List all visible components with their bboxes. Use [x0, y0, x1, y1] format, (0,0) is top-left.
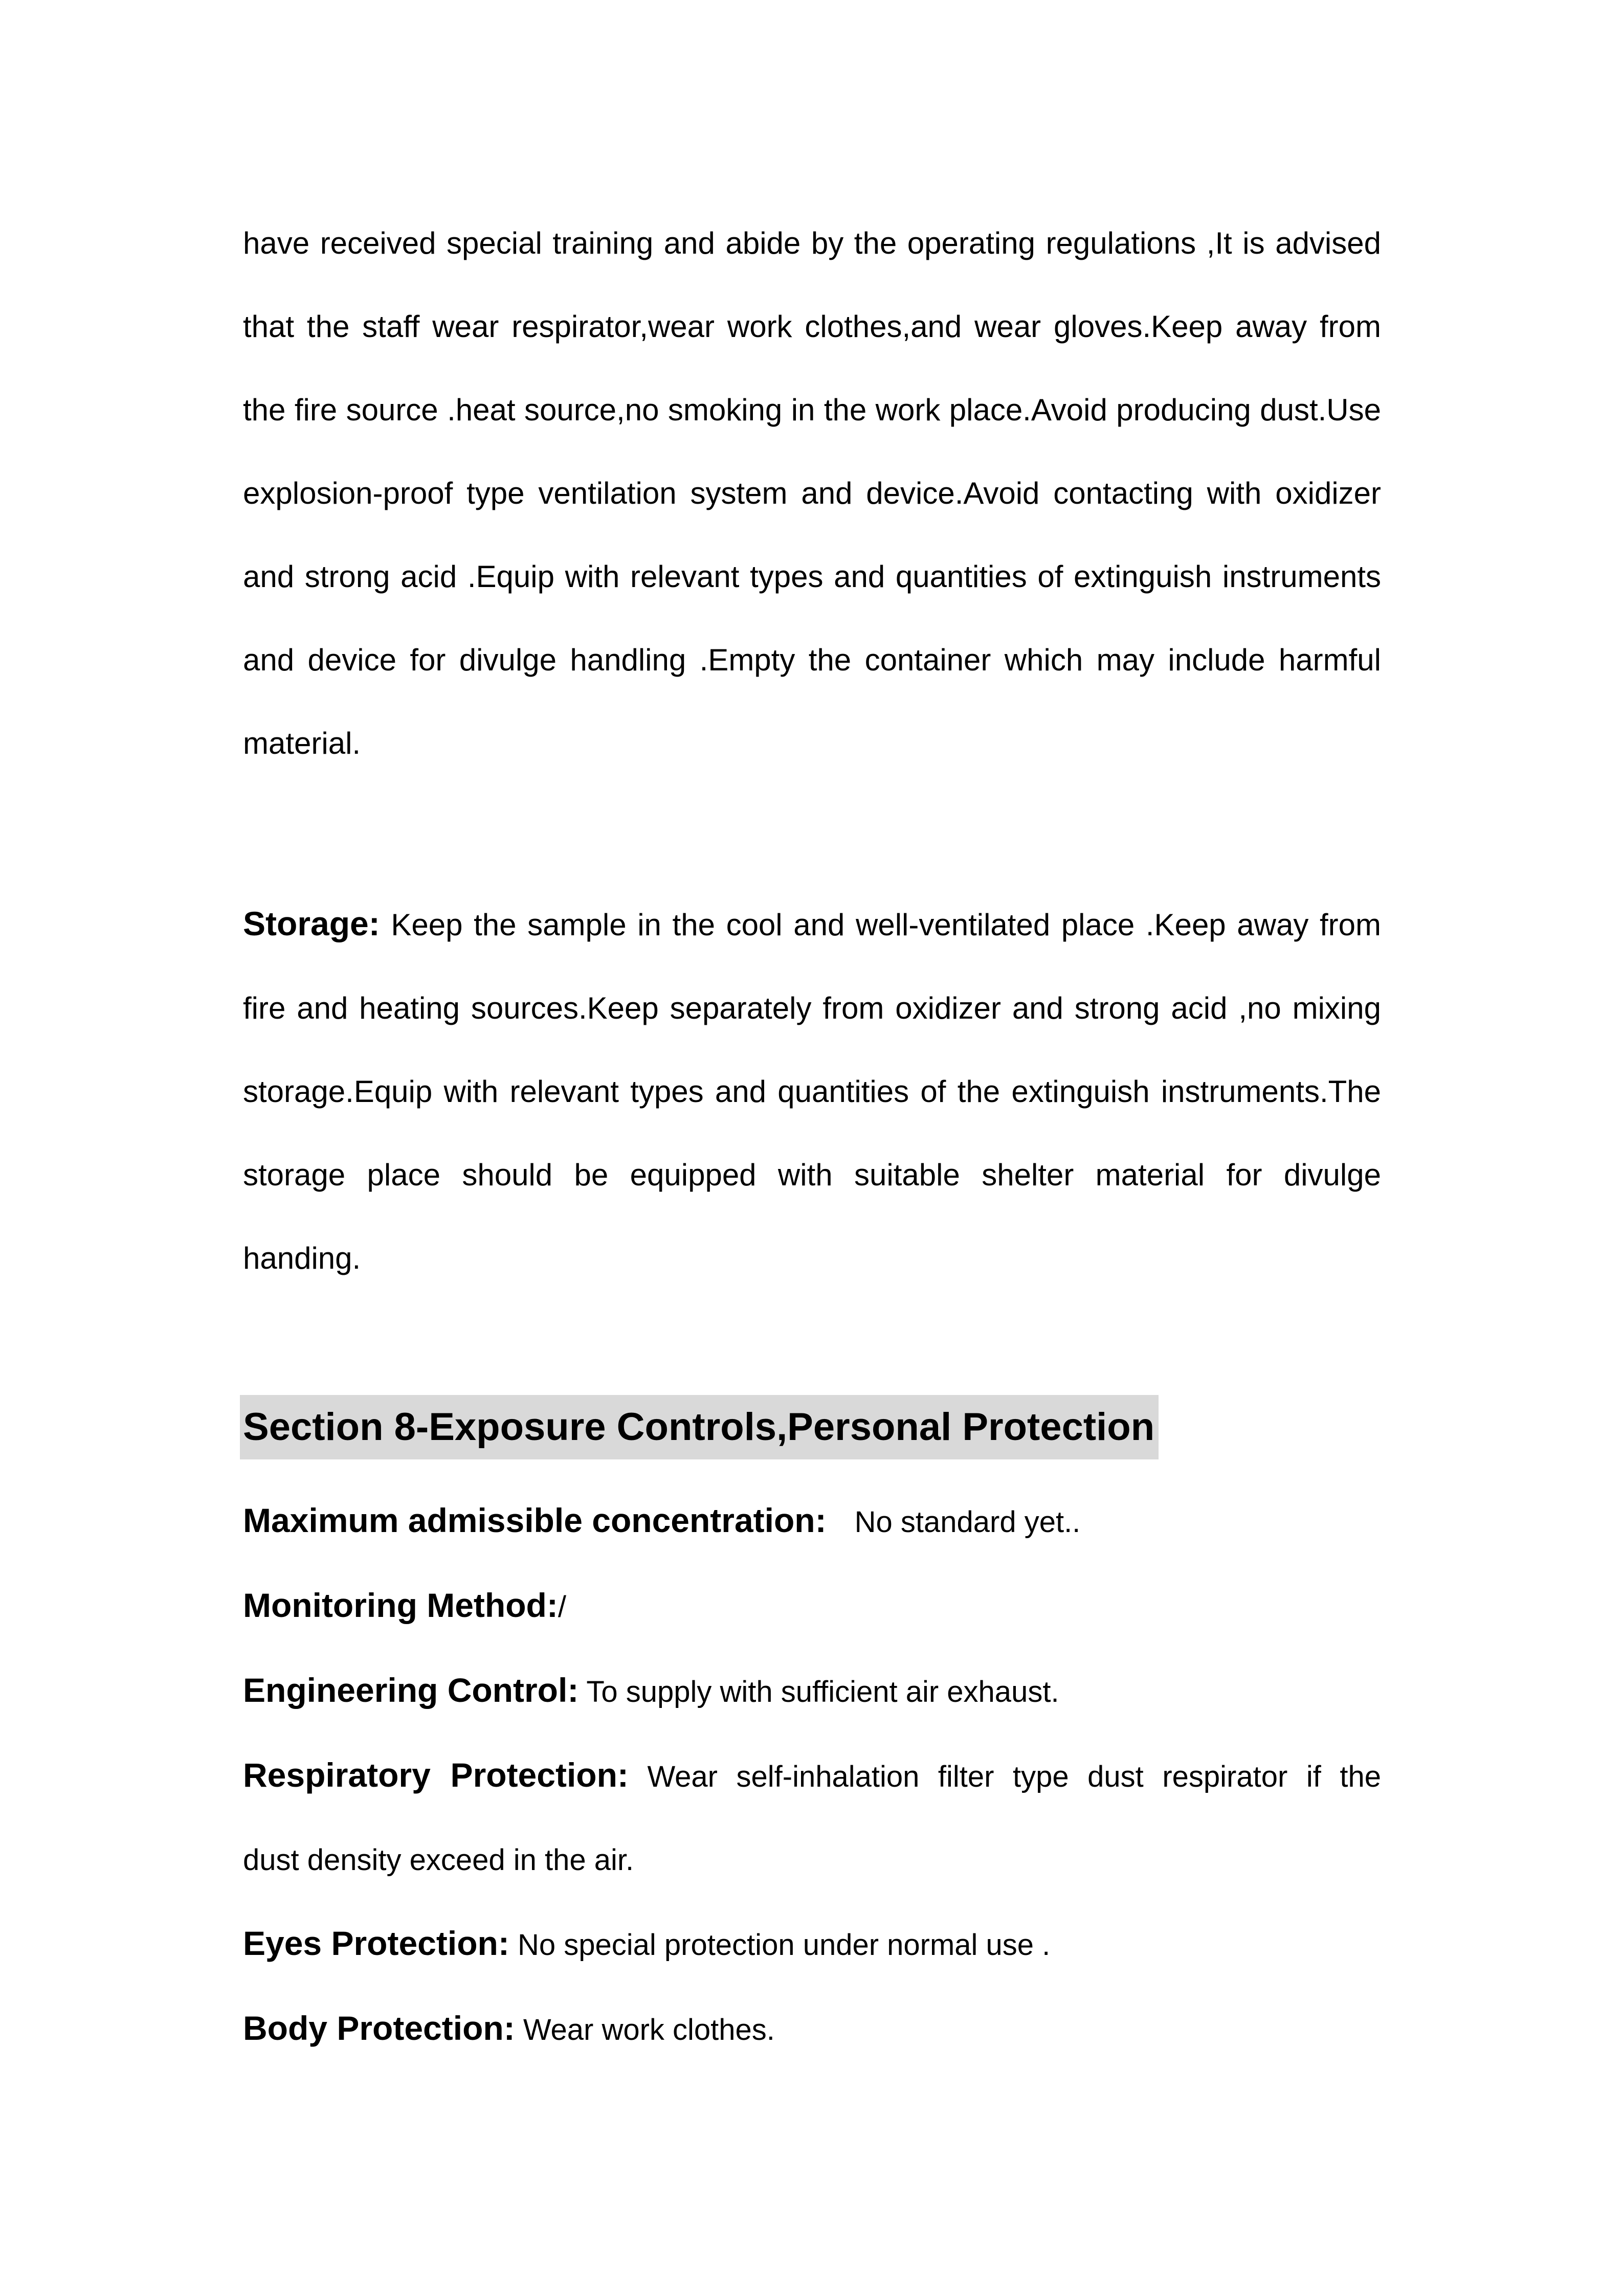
page-content	[243, 0, 1381, 2072]
storage-line: fire and heating sources.Keep separately from oxidizer and strong acid ,no mixing	[243, 991, 1381, 1025]
field-value: dust density exceed in the air.	[243, 1843, 634, 1877]
section8-heading: Section 8-Exposure Controls,Personal Protection	[240, 1395, 1159, 1459]
field-label: Respiratory Protection:	[243, 1756, 629, 1794]
field-value: No standard yet..	[854, 1505, 1081, 1539]
field-value: /	[558, 1590, 566, 1624]
storage-line: storage place should be equipped with suitable shelter material for divulge	[243, 1158, 1381, 1192]
field-value: To supply with sufficient air exhaust.	[586, 1675, 1059, 1708]
intro-line: the fire source .heat source,no smoking in the work place.Avoid producing dust.Use	[243, 393, 1381, 427]
storage-first-line	[243, 882, 1381, 966]
field-label: Monitoring Method:	[243, 1586, 558, 1624]
storage-paragraph	[243, 882, 1381, 1300]
intro-last-line: material.	[243, 726, 361, 760]
field-row-engineering-control	[243, 1649, 1381, 1734]
intro-line: that the staff wear respirator,wear work clothes,and wear gloves.Keep away from	[243, 309, 1381, 344]
section8-rows	[243, 1479, 1381, 2072]
intro-line: explosion-proof type ventilation system and device.Avoid contacting with oxidizer	[243, 476, 1381, 510]
section8-heading-row	[243, 1395, 1381, 1459]
intro-line: and device for divulge handling .Empty the container which may include harmful	[243, 643, 1381, 677]
intro-paragraph	[243, 201, 1381, 785]
field-value: Wear self-inhalation filter type dust respirator if the	[647, 1760, 1381, 1793]
storage-label: Storage:	[243, 905, 380, 942]
field-row-eyes-protection	[243, 1902, 1381, 1987]
field-row-respiratory-protection	[243, 1734, 1381, 1818]
field-label: Eyes Protection:	[243, 1924, 509, 1962]
field-row-monitoring-method	[243, 1564, 1381, 1649]
field-row-maximum-admissible-concentration	[243, 1479, 1381, 1564]
field-value: Wear work clothes.	[523, 2013, 775, 2046]
field-row-respiratory-protection-line2	[243, 1818, 1381, 1902]
field-value: No special protection under normal use .	[517, 1928, 1051, 1962]
intro-line: have received special training and abide by the operating regulations ,It is advised	[243, 226, 1381, 260]
storage-line: storage.Equip with relevant types and quantities of the extinguish instruments.The	[243, 1074, 1381, 1109]
field-label: Engineering Control:	[243, 1671, 579, 1709]
field-label: Maximum admissible concentration:	[243, 1501, 827, 1539]
storage-last-line: handing.	[243, 1241, 361, 1275]
intro-line: and strong acid .Equip with relevant types and quantities of extinguish instruments	[243, 559, 1381, 594]
storage-text: Keep the sample in the cool and well-ventilated place .Keep away from	[391, 908, 1382, 942]
field-row-body-protection	[243, 1987, 1381, 2072]
field-label: Body Protection:	[243, 2009, 515, 2047]
